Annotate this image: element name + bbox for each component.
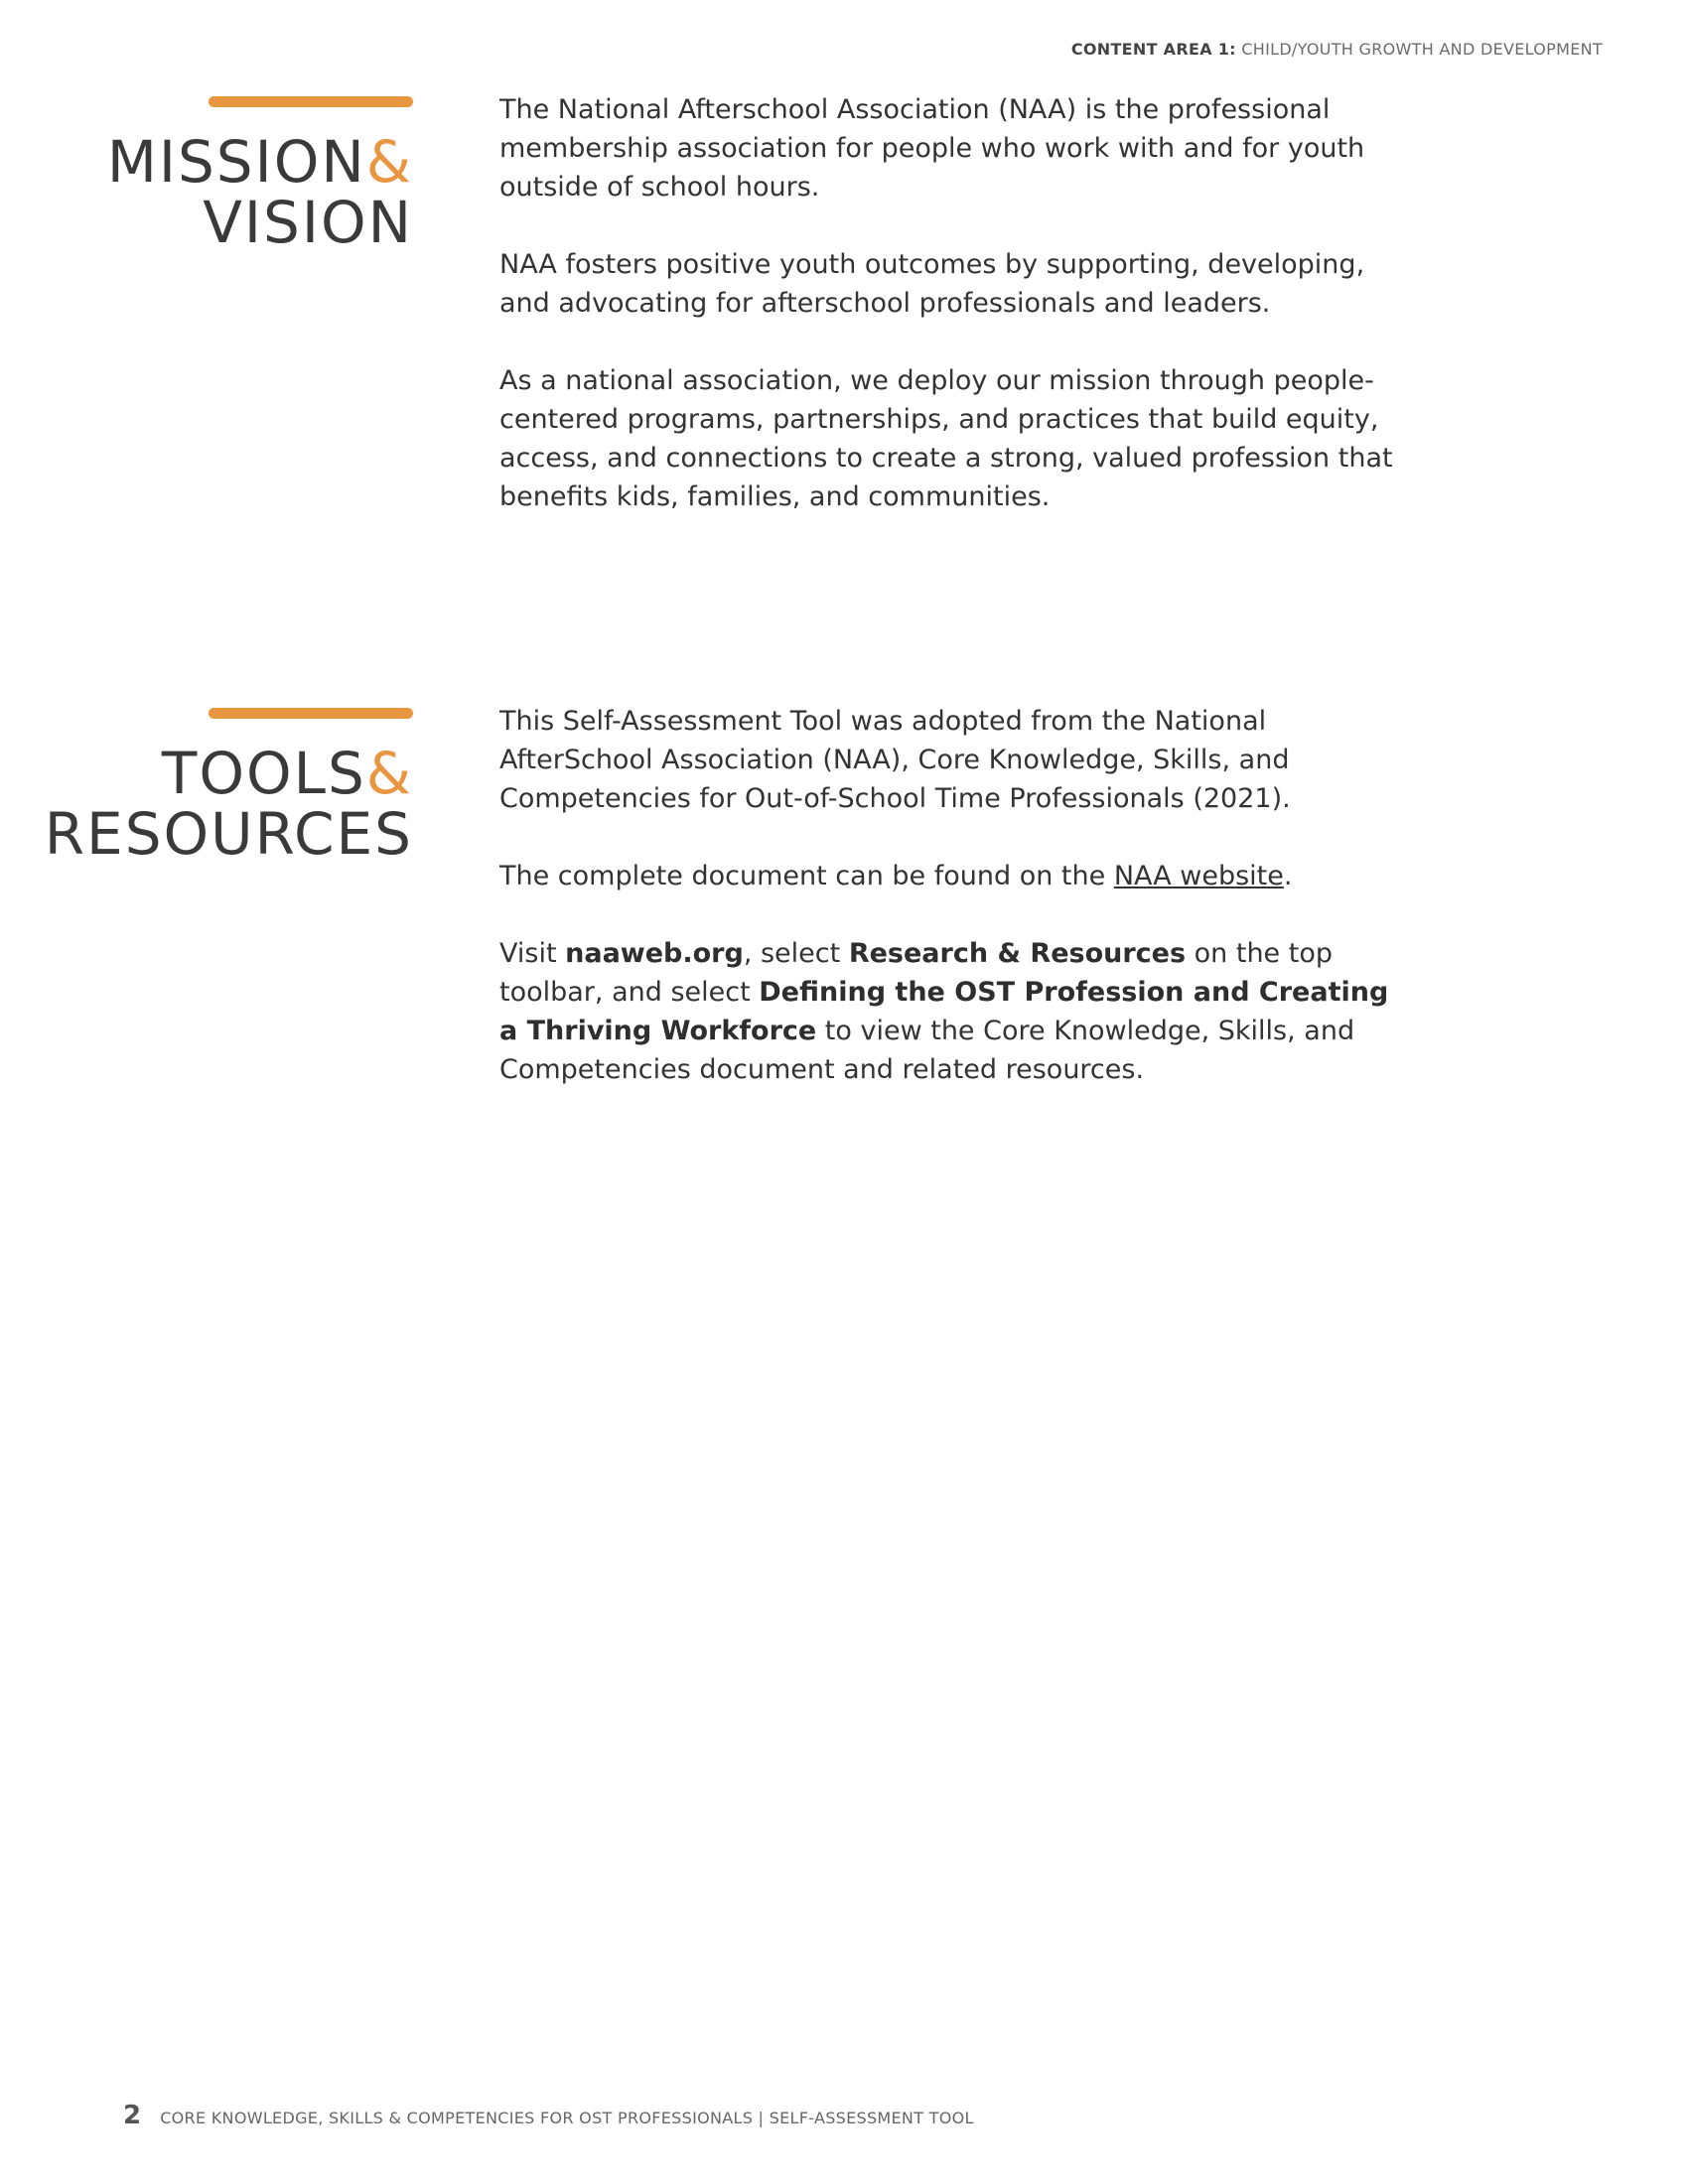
page-header [1071,40,1603,59]
resources-heading-word: RESOURCES [44,800,413,868]
tools-p3-text-2: , select [743,938,849,969]
tools-heading-word: TOOLS [161,740,366,807]
mission-heading-word: MISSION [106,128,366,196]
content-area-title: CHILD/YOUTH GROWTH AND DEVELOPMENT [1241,40,1603,59]
page-number: 2 [123,2101,142,2130]
vision-heading-word: VISION [203,189,413,256]
tools-paragraph-2 [499,857,1413,895]
tools-paragraph-1: This Self-Assessment Tool was adopted from the National AfterSchool Association (NAA), Core Knowledge, Skills, and Competencies for Out-of-School Time Professionals (2021). [499,706,1291,814]
tools-paragraph-2-prefix: The complete document can be found on the [499,861,1114,891]
defining-ost-profession-text: Defining the OST Profession and Creating a Thriving Workforce [499,977,1389,1046]
naaweb-org-text: naaweb.org [565,938,744,969]
mission-accent-bar [209,96,413,107]
tools-paragraph-3 [499,934,1413,1089]
tools-p3-text-4: to view the Core Knowledge, Skills, and Competencies document and related resources. [499,1016,1355,1085]
research-resources-text: Research & Resources [848,938,1187,969]
mission-paragraph-1: The National Afterschool Association (NAA) is the professional membership association for people who work with and for youth outside of school hours. [499,94,1365,203]
tools-body [499,702,1413,1128]
content-area-label: CONTENT AREA 1: [1070,40,1236,59]
tools-p3-text-3: on the top toolbar, and select [499,938,1333,1008]
tools-accent-bar [209,708,413,719]
mission-heading [106,128,413,256]
mission-body [499,90,1413,555]
tools-paragraph-2-suffix: . [1283,861,1293,891]
tools-p3-text-1: Visit [499,938,566,969]
mission-paragraph-2: NAA fosters positive youth outcomes by supporting, developing, and advocating for afterschool professionals and leaders. [499,249,1365,319]
tools-heading [44,740,413,868]
mission-heading-ampersand: & [365,128,413,196]
naa-website-link[interactable]: NAA website [1113,861,1284,891]
tools-heading-ampersand: & [365,740,413,807]
page-footer [123,2101,974,2130]
mission-paragraph-3: As a national association, we deploy our mission through people-centered programs, partnerships, and practices that build equity, access, and connections to create a strong, valued profession that benefits kids, families, and communities. [499,365,1393,512]
footer-title: CORE KNOWLEDGE, SKILLS & COMPETENCIES FOR OST PROFESSIONALS | SELF-ASSESSMENT TOOL [160,2109,974,2127]
